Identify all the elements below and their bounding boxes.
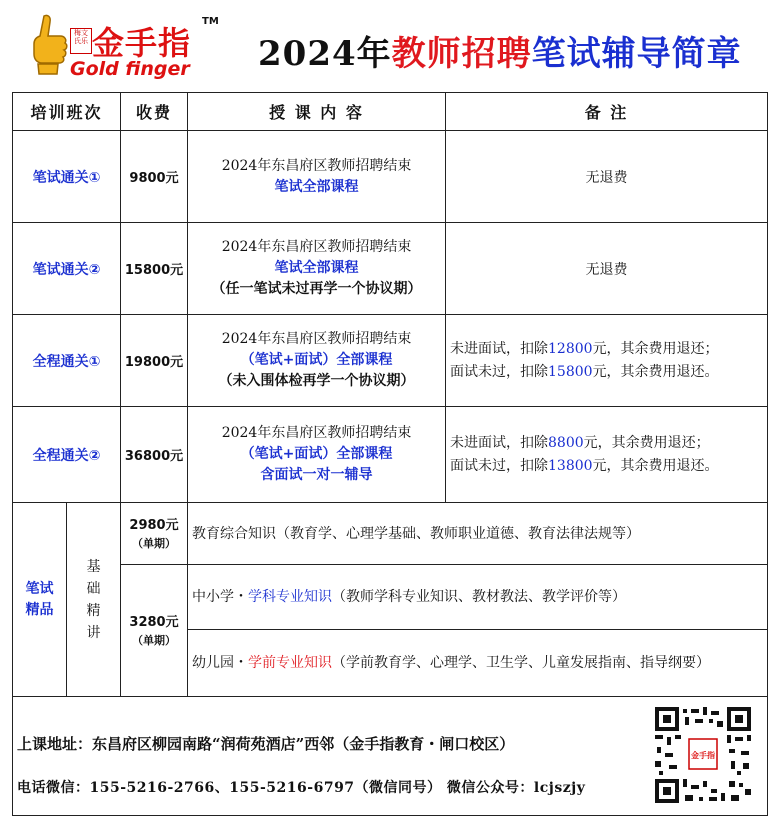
class-name: 全程通关② xyxy=(13,407,121,503)
content-line: 2024年东昌府区教师招聘结束 xyxy=(221,425,412,441)
table-row xyxy=(13,315,768,407)
price: 2980元 xyxy=(129,517,179,533)
refund-text: 元，其余费用退还。 xyxy=(592,457,719,474)
period: （单期） xyxy=(132,633,177,647)
header-content: 授 课 内 容 xyxy=(188,93,446,131)
refund-line xyxy=(450,432,767,455)
class-name: 笔试通关② xyxy=(13,223,121,315)
table-row xyxy=(13,223,768,315)
refund-line xyxy=(450,455,767,478)
item-highlight: 学科专业知识 xyxy=(248,589,333,605)
course-table xyxy=(12,92,768,816)
sub-category-char: 精 xyxy=(86,602,101,619)
refund-amount: 12800 xyxy=(548,340,593,357)
table-row xyxy=(13,407,768,503)
sub-category-char: 讲 xyxy=(86,624,101,641)
header-class: 培训班次 xyxy=(13,93,121,131)
wechat-qr-code xyxy=(653,705,753,805)
course-content xyxy=(188,223,446,315)
content-highlight: 笔试全部课程 xyxy=(274,260,359,276)
price-cell xyxy=(121,565,188,697)
table-row xyxy=(13,503,768,565)
price-cell xyxy=(121,503,188,565)
course-content xyxy=(188,407,446,503)
content-highlight: 笔试全部课程 xyxy=(274,178,359,195)
refund-line xyxy=(450,338,767,361)
contact-info xyxy=(13,697,768,816)
title-brochure: 笔试辅导简章 xyxy=(531,34,742,74)
class-name: 笔试通关① xyxy=(13,131,121,223)
table-row xyxy=(13,131,768,223)
refund-text: 元，其余费用退还。 xyxy=(592,363,719,380)
class-name xyxy=(13,503,67,697)
contact-phone: 电话微信：155-5216-2766、155-5216-6797（微信同号） 微信公众号：lcjszjy xyxy=(17,780,586,796)
item-detail: （学前教育学、心理学、卫生学、儿童发展指南、指导纲要） xyxy=(332,655,711,671)
item-prefix: 幼儿园・ xyxy=(192,655,249,671)
fee: 36800元 xyxy=(121,407,188,503)
refund-amount: 8800 xyxy=(548,434,584,451)
content-highlight: （笔试+面试）全部课程 xyxy=(240,352,393,368)
content-line: 2024年东昌府区教师招聘结束 xyxy=(221,157,412,174)
course-content xyxy=(188,315,446,407)
thumbs-up-hand-icon xyxy=(30,12,70,78)
course-item xyxy=(188,565,768,630)
header-note: 备 注 xyxy=(446,93,768,131)
refund-amount: 13800 xyxy=(548,457,593,474)
page-title xyxy=(258,26,742,75)
refund-text: 元，其余费用退还； xyxy=(592,340,719,357)
price: 3280元 xyxy=(129,614,179,630)
gold-finger-logo xyxy=(30,10,220,82)
course-item xyxy=(188,630,768,697)
fee: 9800元 xyxy=(121,131,188,223)
brand-name-en: Gold finger xyxy=(70,58,190,80)
refund-text: 面试未过，扣除 xyxy=(450,457,549,474)
period: （单期） xyxy=(132,536,177,550)
content-extra: 含面试一对一辅导 xyxy=(260,467,373,483)
logo-seal: 梅文氏乐 xyxy=(70,28,92,54)
course-item: 教育综合知识（教育学、心理学基础、教师职业道德、教育法律法规等） xyxy=(188,503,768,565)
class-name-line: 精品 xyxy=(25,601,54,618)
sub-category-char: 础 xyxy=(86,580,101,597)
class-address: 上课地址：东昌府区柳园南路“润荷苑酒店”西邻（金手指教育・闸口校区） xyxy=(17,735,515,753)
sub-category xyxy=(67,503,121,697)
note: 无退费 xyxy=(446,223,768,315)
refund-line xyxy=(450,361,767,384)
item-detail: （教师学科专业知识、教材教法、教学评价等） xyxy=(332,589,627,605)
note: 无退费 xyxy=(446,131,768,223)
course-content xyxy=(188,131,446,223)
trademark-mark: TM xyxy=(202,16,219,27)
content-highlight: （笔试+面试）全部课程 xyxy=(240,446,393,462)
content-line: 2024年东昌府区教师招聘结束 xyxy=(221,331,412,347)
table-row xyxy=(13,565,768,630)
brand-name-cn: 金手指 xyxy=(92,24,192,62)
refund-note xyxy=(446,407,768,503)
footer-row xyxy=(13,697,768,816)
title-year: 2024年 xyxy=(258,34,392,74)
refund-note xyxy=(446,315,768,407)
table-header-row xyxy=(13,93,768,131)
refund-text: 未进面试，扣除 xyxy=(450,434,549,451)
content-condition: （未入围体检再学一个协议期） xyxy=(218,373,415,389)
fee: 15800元 xyxy=(121,223,188,315)
title-recruit: 教师招聘 xyxy=(391,34,532,74)
item-prefix: 中小学・ xyxy=(192,589,249,605)
content-condition: （任一笔试未过再学一个协议期） xyxy=(211,281,422,297)
class-name-line: 笔试 xyxy=(25,580,54,597)
header xyxy=(0,0,779,90)
qr-center-label: 金手指 xyxy=(691,751,715,760)
refund-amount: 15800 xyxy=(548,363,593,380)
content-line: 2024年东昌府区教师招聘结束 xyxy=(221,239,412,255)
item-highlight: 学前专业知识 xyxy=(248,655,333,671)
header-fee: 收费 xyxy=(121,93,188,131)
class-name: 全程通关① xyxy=(13,315,121,407)
refund-text: 面试未过，扣除 xyxy=(450,363,549,380)
sub-category-char: 基 xyxy=(86,558,101,575)
fee: 19800元 xyxy=(121,315,188,407)
refund-text: 未进面试，扣除 xyxy=(450,340,549,357)
refund-text: 元，其余费用退还； xyxy=(583,434,710,451)
